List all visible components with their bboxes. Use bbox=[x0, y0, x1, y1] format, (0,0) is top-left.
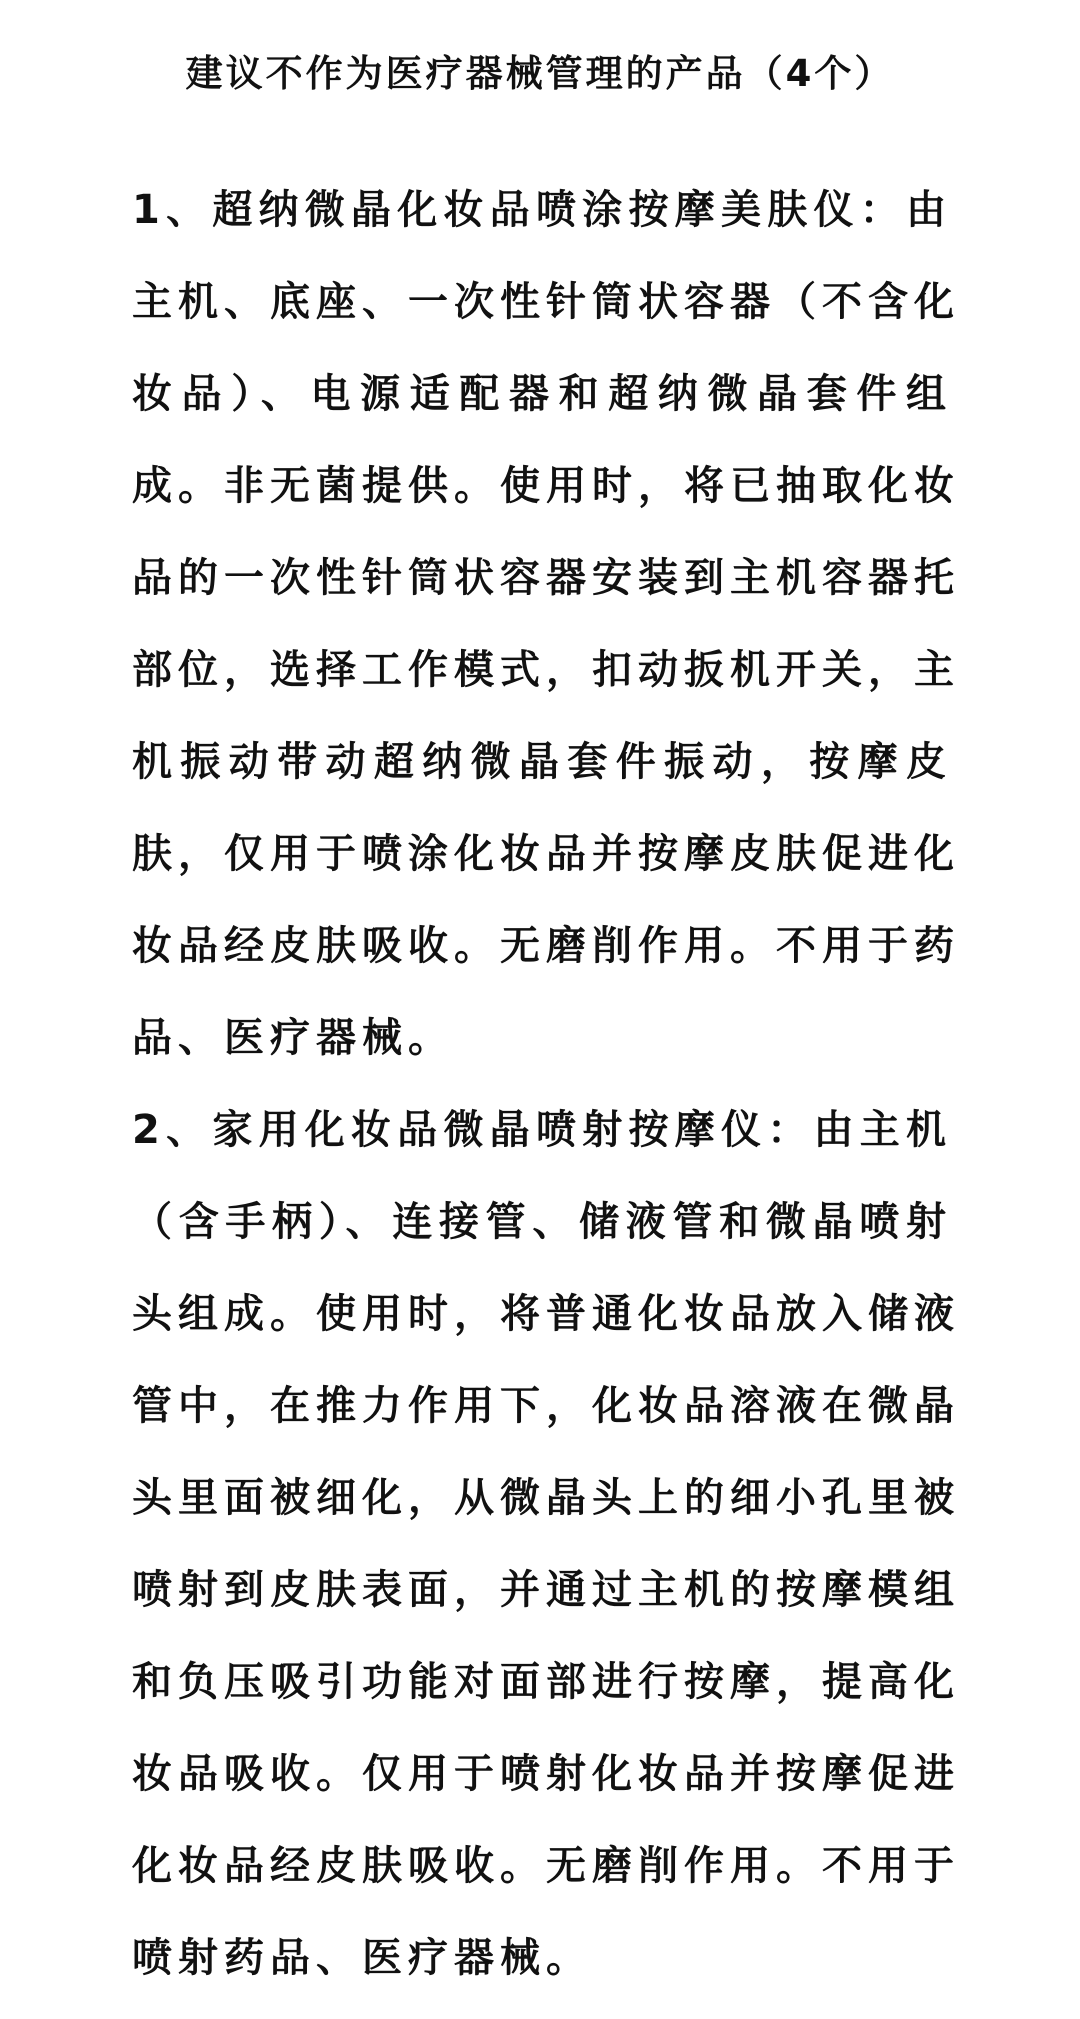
paragraph-line: 2、家用化妆品微晶喷射按摩仪：由主机 bbox=[132, 1107, 952, 1153]
product-item-2 bbox=[132, 1084, 960, 2004]
paragraph-line: 妆品吸收。仅用于喷射化妆品并按摩促进 bbox=[132, 1751, 960, 1797]
paragraph-line: 肤，仅用于喷涂化妆品并按摩皮肤促进化 bbox=[132, 831, 960, 877]
paragraph-line: 主机、底座、一次性针筒状容器（不含化 bbox=[132, 279, 960, 325]
paragraph-line: 喷射药品、医疗器械。 bbox=[132, 1935, 592, 1981]
paragraph-line: 机振动带动超纳微晶套件振动，按摩皮 bbox=[132, 739, 952, 785]
paragraph-line: 和负压吸引功能对面部进行按摩，提高化 bbox=[132, 1659, 960, 1705]
paragraph-line: 品、医疗器械。 bbox=[132, 1015, 454, 1061]
paragraph-line: 头组成。使用时，将普通化妆品放入储液 bbox=[132, 1291, 960, 1337]
paragraph-line: 头里面被细化，从微晶头上的细小孔里被 bbox=[132, 1475, 960, 1521]
paragraph-line: 管中，在推力作用下，化妆品溶液在微晶 bbox=[132, 1383, 960, 1429]
paragraph-line: 品的一次性针筒状容器安装到主机容器托 bbox=[132, 555, 960, 601]
product-item-1 bbox=[132, 164, 960, 1084]
paragraph-line: （含手柄）、连接管、储液管和微晶喷射 bbox=[132, 1199, 952, 1245]
paragraph-line: 妆品）、电源适配器和超纳微晶套件组 bbox=[132, 371, 952, 417]
paragraph-line: 妆品经皮肤吸收。无磨削作用。不用于药 bbox=[132, 923, 960, 969]
paragraph-line: 1、超纳微晶化妆品喷涂按摩美肤仪：由 bbox=[132, 187, 952, 233]
paragraph-line: 化妆品经皮肤吸收。无磨削作用。不用于 bbox=[132, 1843, 960, 1889]
document-title: 建议不作为医疗器械管理的产品（4个） bbox=[185, 52, 895, 95]
paragraph-line: 喷射到皮肤表面，并通过主机的按摩模组 bbox=[132, 1567, 960, 1613]
paragraph-line: 成。非无菌提供。使用时，将已抽取化妆 bbox=[132, 463, 960, 509]
paragraph-line: 部位，选择工作模式，扣动扳机开关，主 bbox=[132, 647, 960, 693]
